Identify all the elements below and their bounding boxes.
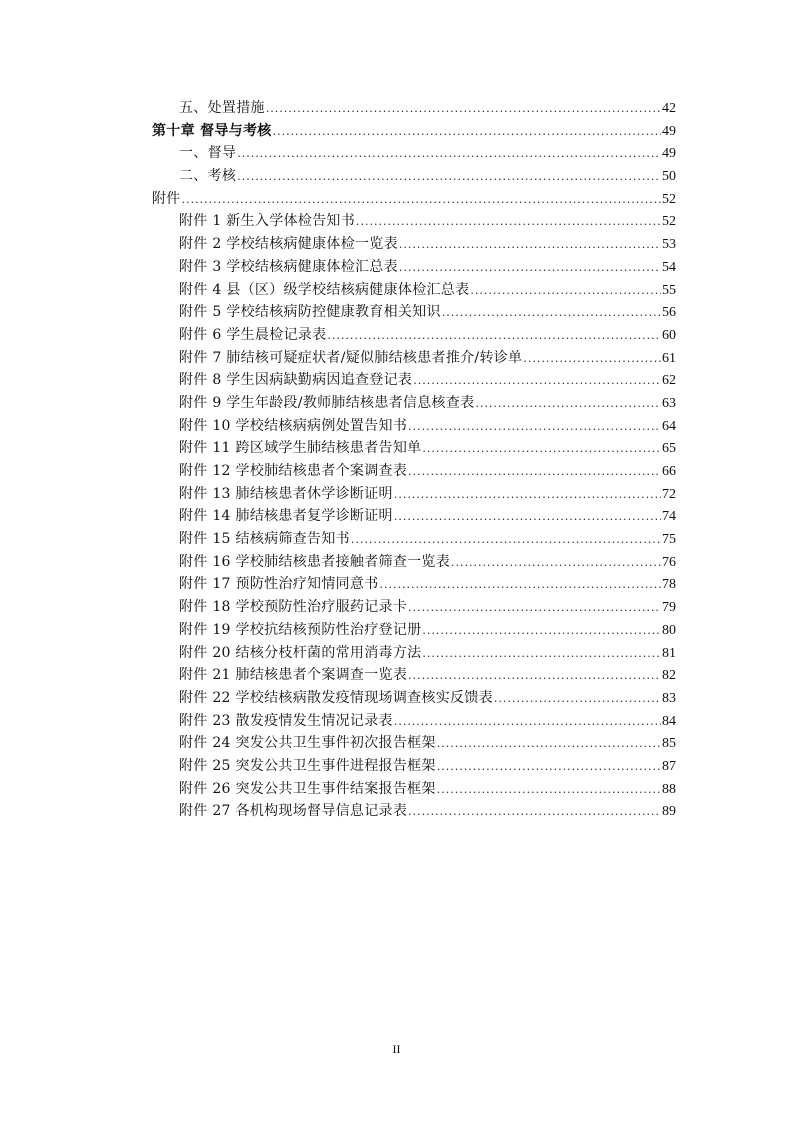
- toc-dot-leader: [442, 302, 661, 325]
- toc-dot-leader: [408, 801, 661, 824]
- toc-entry[interactable]: [152, 437, 676, 460]
- toc-dot-leader: [327, 325, 661, 348]
- toc-entry-page: 83: [662, 690, 676, 706]
- toc-entry-title: 附件 2 学校结核病健康体检一览表: [179, 236, 398, 253]
- toc-entry[interactable]: [152, 483, 676, 506]
- toc-entry-title: 附件 25 突发公共卫生事件进程报告框架: [179, 757, 436, 774]
- toc-dot-leader: [266, 98, 661, 121]
- toc-dot-leader: [523, 348, 661, 371]
- toc-entry-title: 附件 4 县（区）级学校结核病健康体检汇总表: [179, 281, 470, 298]
- toc-dot-leader: [451, 552, 661, 575]
- toc-entry-title: 附件 20 结核分枝杆菌的常用消毒方法: [179, 644, 422, 661]
- toc-entry[interactable]: [152, 710, 676, 733]
- toc-dot-leader: [394, 484, 661, 507]
- toc-dot-leader: [408, 665, 661, 688]
- toc-dot-leader: [437, 733, 661, 756]
- toc-entry[interactable]: [152, 505, 676, 528]
- toc-dot-leader: [237, 143, 661, 166]
- toc-dot-leader: [351, 529, 661, 552]
- toc-entry[interactable]: [152, 347, 676, 370]
- toc-entry[interactable]: [152, 460, 676, 483]
- toc-dot-leader: [399, 234, 661, 257]
- toc-entry-title: 附件 9 学生年龄段/教师肺结核患者信息核查表: [179, 394, 475, 411]
- toc-dot-leader: [273, 121, 661, 144]
- toc-dot-leader: [182, 189, 661, 212]
- toc-entry[interactable]: [152, 687, 676, 710]
- toc-entry[interactable]: [152, 664, 676, 687]
- toc-entry-title: 附件 17 预防性治疗知情同意书: [179, 576, 379, 593]
- toc-entry[interactable]: [152, 97, 676, 120]
- toc-entry[interactable]: [152, 233, 676, 256]
- toc-entry-title: 附件 16 学校肺结核患者接触者筛查一览表: [179, 553, 451, 570]
- table-of-contents: [152, 97, 676, 823]
- toc-entry[interactable]: [152, 528, 676, 551]
- toc-entry-page: 55: [662, 282, 676, 298]
- toc-entry-title: 附件 10 学校结核病病例处置告知书: [179, 417, 408, 434]
- toc-entry-page: 89: [662, 804, 676, 820]
- toc-entry-title: 附件 3 学校结核病健康体检汇总表: [179, 258, 398, 275]
- toc-dot-leader: [422, 643, 661, 666]
- toc-entry-title: 附件 11 跨区域学生肺结核患者告知单: [179, 440, 422, 457]
- toc-entry-title: 附件 12 学校肺结核患者个案调查表: [179, 463, 408, 479]
- toc-entry-title: 附件 27 各机构现场督导信息记录表: [179, 803, 408, 820]
- toc-dot-leader: [394, 506, 661, 529]
- toc-entry-page: 62: [662, 373, 676, 389]
- toc-entry[interactable]: [152, 415, 676, 438]
- toc-entry-title: 二、考核: [179, 168, 237, 185]
- toc-entry-page: 81: [662, 645, 676, 661]
- toc-entry-title: 一、督导: [179, 145, 237, 162]
- toc-dot-leader: [408, 461, 661, 484]
- toc-entry-page: 74: [662, 509, 676, 525]
- toc-entry[interactable]: [152, 279, 676, 302]
- page-number: II: [392, 1042, 401, 1056]
- toc-dot-leader: [408, 416, 661, 439]
- toc-entry-title: 附件 1 新生入学体检告知书: [179, 213, 356, 230]
- toc-entry-page: 78: [662, 577, 676, 593]
- toc-entry-title: 附件 26 突发公共卫生事件结案报告框架: [179, 780, 436, 797]
- toc-entry-title: 附件 22 学校结核病散发疫情现场调查核实反馈表: [179, 689, 493, 706]
- toc-entry-page: 80: [662, 622, 676, 638]
- toc-entry-page: 76: [662, 554, 676, 570]
- toc-dot-leader: [408, 597, 661, 620]
- toc-entry[interactable]: [152, 142, 676, 165]
- toc-dot-leader: [470, 280, 661, 303]
- toc-entry-page: 64: [662, 418, 676, 434]
- toc-entry-title: 附件 21 肺结核患者个案调查一览表: [179, 667, 408, 684]
- toc-entry-page: 50: [662, 169, 676, 185]
- toc-entry[interactable]: [152, 256, 676, 279]
- toc-entry-page: 49: [662, 146, 676, 162]
- toc-dot-leader: [399, 257, 661, 280]
- toc-entry-page: 52: [662, 214, 676, 230]
- toc-entry-page: 82: [662, 668, 676, 684]
- toc-entry-title: 附件 5 学校结核病防控健康教育相关知识: [179, 304, 441, 321]
- toc-entry-title: 附件: [152, 190, 181, 207]
- toc-entry[interactable]: [152, 642, 676, 665]
- toc-entry-title: 五、处置措施: [179, 100, 265, 116]
- toc-entry-page: 79: [662, 600, 676, 616]
- toc-entry[interactable]: [152, 800, 676, 823]
- toc-entry[interactable]: [152, 324, 676, 347]
- toc-entry-title: 附件 18 学校预防性治疗服药记录卡: [179, 599, 408, 616]
- toc-entry-page: 88: [662, 781, 676, 797]
- toc-entry-title: 第十章 督导与考核: [152, 122, 272, 139]
- toc-entry-page: 84: [662, 713, 676, 729]
- toc-entry-title: 附件 13 肺结核患者休学诊断证明: [179, 485, 393, 502]
- toc-entry-page: 66: [662, 464, 676, 479]
- toc-entry-title: 附件 14 肺结核患者复学诊断证明: [179, 508, 393, 525]
- toc-entry[interactable]: [152, 732, 676, 755]
- toc-entry-page: 65: [662, 441, 676, 457]
- toc-dot-leader: [237, 166, 661, 189]
- toc-entry-title: 附件 15 结核病筛查告知书: [179, 531, 350, 548]
- toc-entry[interactable]: [152, 301, 676, 324]
- toc-entry[interactable]: [152, 551, 676, 574]
- toc-dot-leader: [422, 438, 661, 461]
- toc-dot-leader: [475, 393, 661, 416]
- toc-entry-page: 49: [662, 123, 676, 139]
- toc-entry[interactable]: [152, 369, 676, 392]
- toc-dot-leader: [437, 779, 661, 802]
- toc-entry[interactable]: [152, 165, 676, 188]
- toc-entry-title: 附件 7 肺结核可疑症状者/疑似肺结核患者推介/转诊单: [179, 349, 523, 366]
- toc-entry[interactable]: [152, 210, 676, 233]
- toc-entry[interactable]: [152, 619, 676, 642]
- toc-entry-page: 52: [662, 191, 676, 207]
- toc-entry-page: 87: [662, 758, 676, 774]
- toc-entry-page: 53: [662, 237, 676, 253]
- toc-entry[interactable]: [152, 755, 676, 778]
- toc-entry[interactable]: [152, 188, 676, 211]
- toc-dot-leader: [422, 620, 661, 643]
- toc-entry[interactable]: [152, 778, 676, 801]
- toc-entry-page: 56: [662, 305, 676, 321]
- toc-entry-page: 60: [662, 327, 676, 343]
- toc-entry-title: 附件 23 散发疫情发生情况记录表: [179, 712, 393, 729]
- toc-entry-title: 附件 24 突发公共卫生事件初次报告框架: [179, 735, 436, 752]
- toc-entry-page: 42: [662, 101, 676, 116]
- toc-dot-leader: [437, 756, 661, 779]
- toc-entry-page: 54: [662, 259, 676, 275]
- toc-entry-page: 75: [662, 532, 676, 548]
- toc-dot-leader: [494, 688, 661, 711]
- toc-entry[interactable]: [152, 573, 676, 596]
- toc-dot-leader: [394, 711, 661, 734]
- toc-entry-page: 61: [662, 350, 676, 366]
- toc-entry-title: 附件 19 学校抗结核预防性治疗登记册: [179, 621, 422, 638]
- toc-dot-leader: [380, 574, 661, 597]
- toc-entry[interactable]: [152, 392, 676, 415]
- toc-entry[interactable]: [152, 120, 676, 143]
- toc-entry-title: 附件 6 学生晨检记录表: [179, 326, 327, 343]
- toc-entry-title: 附件 8 学生因病缺勤病因追查登记表: [179, 372, 413, 389]
- toc-entry-page: 85: [662, 736, 676, 752]
- toc-dot-leader: [413, 370, 661, 393]
- toc-entry-page: 72: [662, 486, 676, 502]
- toc-entry-page: 63: [662, 395, 676, 411]
- toc-dot-leader: [356, 211, 661, 234]
- toc-entry[interactable]: [152, 596, 676, 619]
